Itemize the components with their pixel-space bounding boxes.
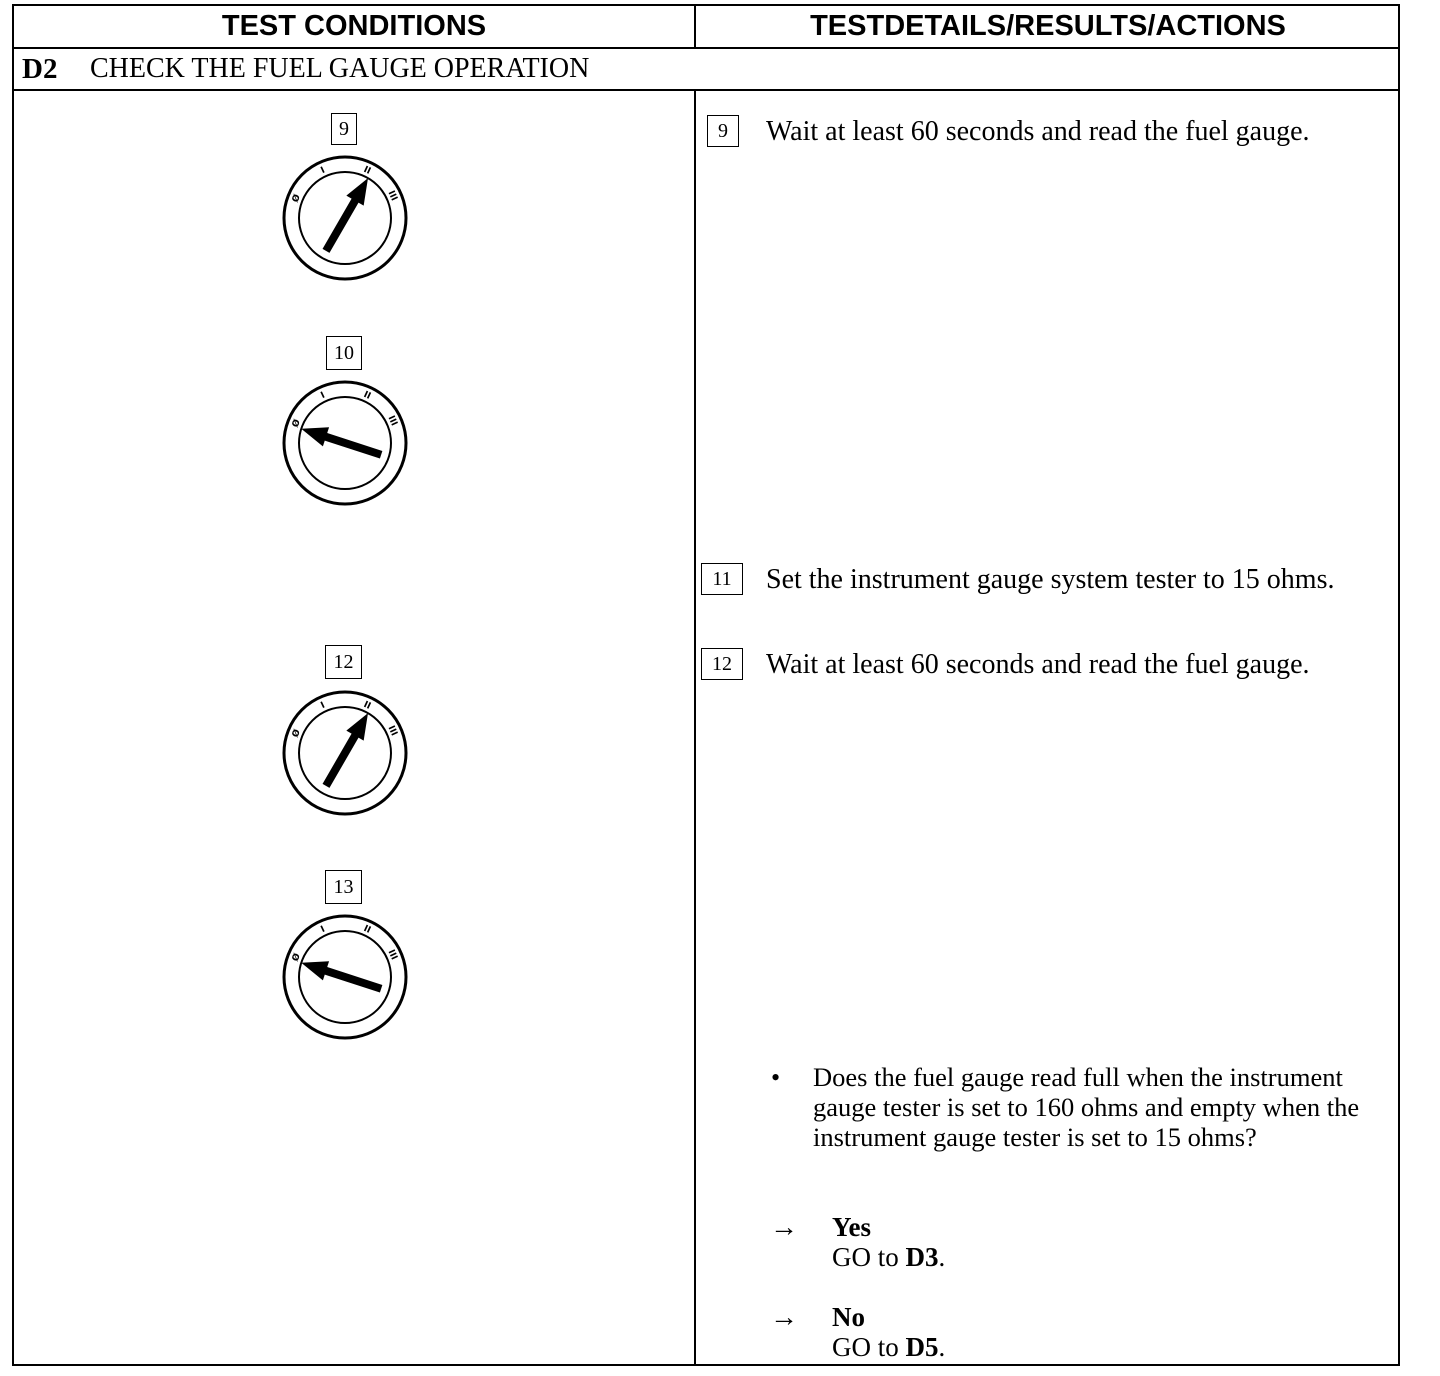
ignition-switch-icon (280, 912, 410, 1042)
answer-yes-go: GO to (832, 1242, 899, 1272)
gauge-mark: I (319, 390, 327, 402)
switch-needle (317, 708, 376, 791)
gauge-mark: III (385, 189, 399, 203)
gauge-mark: III (385, 414, 399, 428)
detail-label-9: 9 (707, 115, 739, 147)
ignition-switch-icon (280, 153, 410, 283)
detail-text-11: Set the instrument gauge system tester to 15 ohms. (766, 564, 1335, 595)
answer-yes-target: D3 (905, 1242, 939, 1272)
arrow-no: → (770, 1302, 798, 1333)
question-bullet: • (771, 1063, 781, 1092)
detail-text-9: Wait at least 60 seconds and read the fuel gauge. (766, 116, 1310, 147)
table-header-row (14, 6, 1398, 49)
ignition-switch-icon (280, 688, 410, 818)
answer-no-suffix: . (938, 1332, 946, 1362)
condition-label-13: 13 (325, 870, 362, 904)
condition-label-12: 12 (325, 645, 362, 679)
condition-label-9: 9 (331, 113, 357, 145)
switch-needle (298, 419, 384, 464)
gauge-mark: I (319, 165, 327, 177)
gauge-mark: Ø (290, 952, 303, 963)
header-test-details: TESTDETAILS/RESULTS/ACTIONS (810, 10, 1286, 42)
gauge-mark: II (361, 923, 373, 936)
gauge-mark: II (361, 164, 373, 177)
step-title: CHECK THE FUEL GAUGE OPERATION (90, 53, 590, 84)
gauge-mark: III (385, 948, 399, 962)
gauge-mark: Ø (290, 728, 303, 739)
answer-yes-label: Yes (832, 1212, 871, 1242)
condition-label-10: 10 (326, 336, 362, 370)
step-row (14, 49, 1398, 91)
gauge-mark: Ø (290, 418, 303, 429)
gauge-mark: II (361, 389, 373, 402)
detail-label-12: 12 (701, 648, 743, 680)
gauge-mark: III (385, 724, 399, 738)
detail-text-12: Wait at least 60 seconds and read the fuel gauge. (766, 649, 1310, 680)
answer-no-go: GO to (832, 1332, 899, 1362)
answer-yes-suffix: . (938, 1242, 946, 1272)
arrow-yes: → (770, 1212, 798, 1243)
detail-label-11: 11 (701, 563, 743, 595)
gauge-mark: II (361, 699, 373, 712)
answer-no-label: No (832, 1302, 865, 1332)
answer-no (832, 1302, 945, 1362)
gauge-mark: I (319, 700, 327, 712)
gauge-mark: Ø (290, 193, 303, 204)
step-id: D2 (22, 52, 58, 85)
ignition-switch-icon (280, 378, 410, 508)
column-divider (694, 91, 696, 1366)
answer-no-target: D5 (905, 1332, 939, 1362)
diagnostic-table (12, 4, 1400, 1366)
question-text: Does the fuel gauge read full when the instrument gauge tester is set to 160 ohms and empty when the instrument gauge tester is set to 15 ohms? (813, 1062, 1360, 1152)
gauge-mark: I (319, 924, 327, 936)
answer-yes (832, 1212, 945, 1272)
header-test-conditions: TEST CONDITIONS (14, 6, 696, 47)
switch-needle (298, 953, 384, 998)
switch-needle (317, 173, 376, 256)
